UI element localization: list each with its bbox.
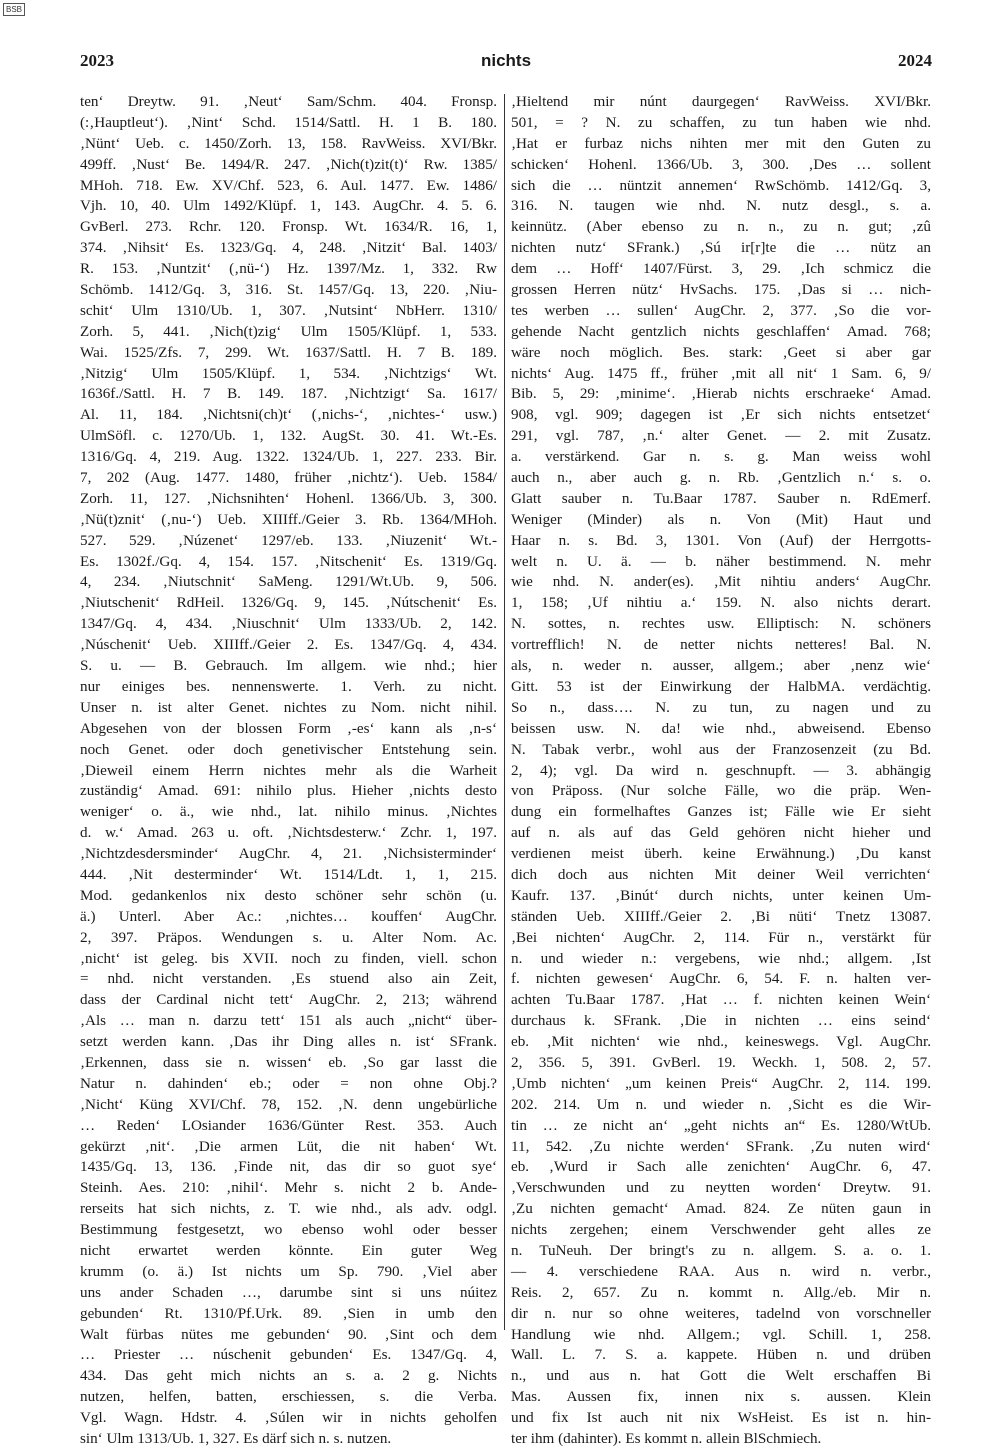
text-line: Steinh. Aes. 210: ‚nihil‘. Mehr s. nicht 2 b. Ande-: [80, 1179, 497, 1197]
text-line: Weniger (Minder) als n. Von (Mit) Haut und: [511, 510, 931, 528]
text-line: ‚Nicht‘ Küng XVI/Chf. 78, 152. ‚N. denn ungebürliche: [80, 1095, 497, 1113]
text-line: ‚Nü(t)znit‘ (‚nu-‘) Ueb. XIIIff./Geier 3. Rb. 1364/MHoh.: [80, 510, 497, 528]
text-line: Walt fürbas nütes me gebunden‘ 90. ‚Sint och dem: [80, 1325, 497, 1343]
text-line: gehende Nacht gentzlich nichts geschlaffen‘ Amad. 768;: [511, 322, 931, 340]
text-line: achten Tu.Baar 1787. ‚Hat … f. nichten keinen Wein‘: [511, 991, 931, 1009]
text-line: ‚Erkennen, dass sie n. wissen‘ eb. ‚So gar lasst die: [80, 1053, 497, 1071]
library-stamp: BSB: [3, 3, 25, 16]
text-line: krumm (o. ä.) Ist nichts um Sp. 790. ‚Viel aber: [80, 1262, 497, 1280]
text-line: Mas. Aussen fix, innen nix s. aussen. Klein: [511, 1388, 931, 1406]
text-line: … Priester … núschenit gebunden‘ Es. 1347/Gq. 4,: [80, 1346, 497, 1364]
text-line: 7, 202 (Aug. 1477. 1480, früher ‚nichtz‘). Ueb. 1584/: [80, 469, 497, 487]
text-line: Haar n. s. Bd. 3, 1301. Von (Auf) der Herrgotts-: [511, 531, 931, 549]
text-line: nicht erwartet werden könnte. Ein guter Weg: [80, 1241, 497, 1259]
text-line: weniger‘ o. ä., wie nhd., lat. nihilo minus. ‚Nichtes: [80, 803, 497, 821]
text-line: Abgesehen von der blossen Form ‚-es‘ kann als ‚n-s‘: [80, 719, 497, 737]
text-line: Bib. 5, 29: ‚minime‘. ‚Hierab nichts erschraeke‘ Amad.: [511, 385, 931, 403]
text-line: sich die … nüntzit annemen‘ RwSchömb. 1412/Gq. 3,: [511, 176, 931, 194]
text-line: von Präposs. (Nur solche Fälle, wo die präp. Wen-: [511, 782, 931, 800]
text-line: 444. ‚Nit desterminder‘ Wt. 1514/Ldt. 1, 1, 215.: [80, 865, 497, 883]
text-line: a. verstärkend. Gar n. s. g. Man weiss wohl: [511, 448, 931, 466]
text-line: … Reden‘ LOsiander 1636/Günter Rest. 353. Auch: [80, 1116, 497, 1134]
text-line: welt n. U. ä. — b. näher bestimmend. N. mehr: [511, 552, 931, 570]
text-line: = nhd. nicht verstanden. ‚Es stuend also ain Zeit,: [80, 970, 497, 988]
text-line: 501, = ? N. zu schaffen, zu tun haben wie nhd.: [511, 113, 931, 131]
text-line: durchaus k. SFrank. ‚Die in nichten … eins seind‘: [511, 1012, 931, 1030]
text-line: ständen Ueb. XIIIff./Geier 2. ‚Bi nüti‘ Tnetz 13087.: [511, 907, 931, 925]
column-divider: [504, 94, 505, 1330]
text-line: 2, 397. Präpos. Wendungen s. u. Alter Nom. Ac.: [80, 928, 497, 946]
text-line: Kaufr. 137. ‚Binút‘ durch nichts, unter keinen Um-: [511, 886, 931, 904]
text-line: als, n. weder n. ausser, allgem.; aber ‚nenz wie‘: [511, 657, 931, 675]
text-line: eb. ‚Wurd ir Sach alle zenichten‘ AugChr. 6, 47.: [511, 1158, 931, 1176]
text-line: Vgl. Wagn. Hdstr. 4. ‚Súlen wir in nichts geholfen: [80, 1409, 497, 1427]
text-line: Zorh. 5, 441. ‚Nich(t)zig‘ Ulm 1505/Klüpf. 1, 533.: [80, 322, 497, 340]
text-line: sin‘ Ulm 1313/Ub. 1, 327. Es därf sich n. s. nutzen.: [80, 1430, 392, 1447]
text-line: Schömb. 1412/Gq. 3, 316. St. 1457/Gq. 13, 220. ‚Niu-: [80, 281, 497, 299]
text-line: ‚Als … man n. darzu tett‘ 151 als auch „nicht“ über-: [80, 1012, 497, 1030]
text-line: Mod. gedankenlos nix desto schöner sehr schön (u.: [80, 886, 497, 904]
text-line: 434. Das geht mich nichts an s. a. 2 g. Nichts: [80, 1367, 497, 1385]
right-column: [511, 92, 931, 1447]
text-line: 291, vgl. 787, ‚n.‘ alter Genet. — 2. mit Zusatz.: [511, 427, 931, 445]
text-line: N. Tabak verbr., wohl aus der Franzosenzeit (zu Bd.: [511, 740, 931, 758]
text-line: nichten nutz‘ SFrank.) ‚Sú ir[r]te die … nütz an: [511, 239, 931, 257]
text-line: nichts zergehen; einem Verschwender geht alles ze: [511, 1221, 931, 1239]
text-line: dich doch aus nichten Mit deiner Weil verrichten‘: [511, 865, 931, 883]
text-line: Vjh. 10, 40. Ulm 1492/Klüpf. 1, 143. AugChr. 4. 5. 6.: [80, 197, 497, 215]
text-line: Wai. 1525/Zfs. 7, 299. Wt. 1637/Sattl. H. 7 B. 189.: [80, 343, 497, 361]
text-line: noch Genet. oder doch genetivischer Entstehung sein.: [80, 740, 497, 758]
text-line: ‚Bei nichten‘ AugChr. 2, 114. Für n., verstärkt für: [511, 928, 931, 946]
text-line: ‚nicht‘ ist geleg. bis XVII. noch zu finden, viell. schon: [80, 949, 497, 967]
text-line: gebunden‘ Rt. 1310/Pf.Urk. 89. ‚Sien in umb den: [80, 1304, 497, 1322]
headword: nichts: [480, 51, 532, 70]
text-line: 2, 356. 5, 391. GvBerl. 19. Weckh. 1, 508. 2, 57.: [511, 1053, 931, 1071]
text-line: 374. ‚Nihsit‘ Es. 1323/Gq. 4, 248. ‚Nitzit‘ Bal. 1403/: [80, 239, 497, 257]
text-line: dung ein formelhaftes Ganzes ist; Fälle wie Er sieht: [511, 803, 931, 821]
text-line: schit‘ Ulm 1310/Ub. 1, 307. ‚Nutsint‘ NbHerr. 1310/: [80, 301, 497, 319]
text-line: N. sottes, n. rechtes usw. Elliptisch: N. schöners: [511, 615, 931, 633]
text-line: ‚Nünt‘ Ueb. c. 1450/Zorh. 13, 158. RavWeiss. XVI/Bkr.: [80, 134, 497, 152]
text-line: f. nichten gewesen‘ AugChr. 6, 54. F. n. halten ver-: [511, 970, 931, 988]
left-page-number: 2023: [80, 51, 114, 70]
text-line: 1636f./Sattl. H. 7 B. 149. 187. ‚Nichtzigt‘ Sa. 1617/: [80, 385, 497, 403]
text-line: Wall. L. 7. S. a. kappete. Hüben n. und drüben: [511, 1346, 931, 1364]
text-line: gekürzt ‚nit‘. ‚Die armen Lüt, die nit haben‘ Wt.: [80, 1137, 497, 1155]
text-line: dem … Hoff‘ 1407/Fürst. 3, 29. ‚Ich schmicz die: [511, 260, 931, 278]
text-line: 202. 214. Um n. und wieder n. ‚Sicht es die Wir-: [511, 1095, 931, 1113]
text-line: ‚Umb nichten‘ „um keinen Preis“ AugChr. 2, 114. 199.: [511, 1074, 931, 1092]
text-line: 1316/Gq. 4, 219. Aug. 1322. 1324/Ub. 1, 227. 233. Bir.: [80, 448, 497, 466]
text-line: uns ander Schaden …, darumbe sint si uns núitez: [80, 1283, 497, 1301]
text-line: R. 153. ‚Nuntzit‘ (‚nü-‘) Hz. 1397/Mz. 1, 332. Rw: [80, 260, 497, 278]
text-line: ‚Núschenit‘ Ueb. XIIIff./Geier 2. Es. 1347/Gq. 4, 434.: [80, 636, 497, 654]
text-line: ‚Zu nichten gemacht‘ Amad. 824. Ze nüten gaun in: [511, 1200, 931, 1218]
text-line: wäre noch möglich. Bes. stark: ‚Geet si aber gar: [511, 343, 931, 361]
text-line: Gitt. 53 ist der Einwirkung der HalbMA. verdächtig.: [511, 677, 931, 695]
page-header: [80, 50, 932, 76]
text-line: schicken‘ Hohenl. 1366/Ub. 3, 300. ‚Des … sollent: [511, 155, 931, 173]
text-line: 1, 158; ‚Uf nihtiu a.‘ 159. N. also nichts derart.: [511, 594, 931, 612]
text-line: Bestimmung festgesetzt, wo ebenso wohl oder besser: [80, 1221, 497, 1239]
text-line: ‚Niutschenit‘ RdHeil. 1326/Gq. 9, 145. ‚Nútschenit‘ Es.: [80, 594, 497, 612]
text-line: ä.) Unterl. Aber Ac.: ‚nichtes… kouffen‘ AugChr.: [80, 907, 497, 925]
text-line: auf n. als auf das Geld gehören nicht hieher und: [511, 824, 931, 842]
text-line: auch n., aber auch g. n. Rb. ‚Gentzlich n.‘ s. o.: [511, 469, 931, 487]
text-line: UlmSöfl. c. 1270/Ub. 1, 132. AugSt. 30. 41. Wt.-Es.: [80, 427, 497, 445]
text-line: 316. N. taugen wie nhd. N. nutz desgl., s. a.: [511, 197, 931, 215]
text-line: ter ihm (dahinter). Es kommt n. allein BlSchmiech.: [511, 1430, 822, 1447]
text-line: Natur n. dahinden‘ eb.; oder = non ohne Obj.?: [80, 1074, 497, 1092]
text-line: ‚Verschwunden und zu neytten worden‘ Dreytw. 91.: [511, 1179, 931, 1197]
text-line: und fix Ist auch nit nix WsHeist. Es ist n. hin-: [511, 1409, 931, 1427]
text-line: ten‘ Dreytw. 91. ‚Neut‘ Sam/Schm. 404. Fronsp.: [80, 93, 497, 110]
text-line: — 4. verschiedene RAA. Aus n. wird n. verbr.,: [511, 1262, 931, 1280]
text-line: tes werben … sullen‘ AugChr. 2, 377. ‚So die vor-: [511, 301, 931, 319]
text-line: ‚Nitzig‘ Ulm 1505/Klüpf. 1, 534. ‚Nichtzigs‘ Wt.: [80, 364, 497, 382]
text-line: n. TuNeuh. Der bringt's zu n. allgem. S. a. o. 1.: [511, 1241, 931, 1259]
text-line: zuständig‘ Amad. 691: nihilo plus. Hieher ‚nichts desto: [80, 782, 497, 800]
text-line: nur einiges bes. nennenswerte. 1. Verh. zu nicht.: [80, 677, 497, 695]
text-line: ‚Dieweil einem Herrn nichtes mehr als die Warheit: [80, 761, 497, 779]
text-line: d. w.‘ Amad. 263 u. oft. ‚Nichtsdesterw.‘ Zchr. 1, 197.: [80, 824, 497, 842]
text-line: n. und wieder n.: vergebens, wie nhd.; allgem. ‚Ist: [511, 949, 931, 967]
text-line: nutzen, helfen, batten, erschiessen, s. die Verba.: [80, 1388, 497, 1406]
left-column: [80, 92, 497, 1447]
text-line: verdienen meist überh. keine Erwähnung.) ‚Du kanst: [511, 845, 931, 863]
text-line: ‚Hieltend mir núnt daurgegen‘ RavWeiss. XVI/Bkr.: [511, 93, 931, 110]
text-line: 1347/Gq. 4, 434. ‚Niuschnit‘ Ulm 1333/Ub. 2, 142.: [80, 615, 497, 633]
text-line: rerseits hat sich nichts, z. T. wie nhd., als adv. odgl.: [80, 1200, 497, 1218]
text-line: eb. ‚Mit nichten‘ wie nhd., keineswegs. Vgl. AugChr.: [511, 1033, 931, 1051]
text-line: Es. 1302f./Gq. 4, 154. 157. ‚Nitschenit‘ Es. 1319/Gq.: [80, 552, 497, 570]
text-line: Reis. 2, 657. Zu n. kommt n. Allg./eb. Mir n.: [511, 1283, 931, 1301]
text-line: (:‚Hauptleut‘). ‚Nint‘ Schd. 1514/Sattl. H. 1 B. 180.: [80, 113, 497, 131]
text-line: MHoh. 718. Ew. XV/Chf. 523, 6. Aul. 1477. Ew. 1486/: [80, 176, 497, 194]
text-line: vortrefflich! N. de netter nichts netteres! Bal. N.: [511, 636, 931, 654]
text-line: wie nhd. N. ander(es). ‚Mit nihtiu anders‘ AugChr.: [511, 573, 931, 591]
text-line: S. u. — B. Gebrauch. Im allgem. wie nhd.; hier: [80, 657, 497, 675]
text-line: 4, 234. ‚Niutschnit‘ SaMeng. 1291/Wt.Ub. 9, 506.: [80, 573, 497, 591]
text-line: nichts‘ Aug. 1475 ff., früher ‚mit all nit‘ 1 Sam. 6, 9/: [511, 364, 931, 382]
text-line: 908, vgl. 909; dagegen ist ‚Er sich nichts entsetzet‘: [511, 406, 931, 424]
text-line: Glatt sauber n. Tu.Baar 1787. Sauber n. RdEmerf.: [511, 489, 931, 507]
text-line: beissen usw. N. da! wie nhd., abweisend. Ebenso: [511, 719, 931, 737]
text-line: 499ff. ‚Nust‘ Be. 1494/R. 247. ‚Nich(t)zit(t)‘ Rw. 1385/: [80, 155, 497, 173]
text-line: ‚Nichtzdesdersminder‘ AugChr. 4, 21. ‚Nichsisterminder‘: [80, 845, 497, 863]
text-line: keinnütz. (Aber ebenso zu n. n., zu n. gut; ‚zû: [511, 218, 931, 236]
text-line: Handlung wie nhd. Allgem.; vgl. Schill. 1, 258.: [511, 1325, 931, 1343]
text-line: tin … ze nicht an‘ „geht nichts an“ Es. 1280/WtUb.: [511, 1116, 931, 1134]
text-line: n., und aus n. hat Gott die Welt erschaffen Bi: [511, 1367, 931, 1385]
text-line: 1435/Gq. 13, 136. ‚Finde nit, das dir so guot sye‘: [80, 1158, 497, 1176]
text-line: 527. 529. ‚Núzenet‘ 1297/eb. 133. ‚Niuzenit‘ Wt.-: [80, 531, 497, 549]
right-page-number: 2024: [898, 51, 932, 70]
text-line: Unser n. ist alter Genet. nichtes zu Nom. nicht nihil.: [80, 698, 497, 716]
text-line: GvBerl. 273. Rchr. 120. Fronsp. Wt. 1634/R. 16, 1,: [80, 218, 497, 236]
text-line: So n., dass…. N. zu tun, zu nagen und zu: [511, 698, 931, 716]
text-line: grossen Herren nütz‘ HvSachs. 175. ‚Das si … nich-: [511, 281, 931, 299]
text-line: Al. 11, 184. ‚Nichtsni(ch)t‘ (‚nichs-‘, ‚nichtes-‘ usw.): [80, 406, 497, 424]
text-line: Zorh. 11, 127. ‚Nichsnihten‘ Hohenl. 1366/Ub. 3, 300.: [80, 489, 497, 507]
text-line: ‚Hat er furbaz nichs nihten mer mit den Guten zu: [511, 134, 931, 152]
text-line: setzt werden kann. ‚Das ihr Ding alles n. ist‘ SFrank.: [80, 1033, 497, 1051]
text-line: 11, 542. ‚Zu nichte werden‘ SFrank. ‚Zu nuten wird‘: [511, 1137, 931, 1155]
text-line: 2, 4); vgl. Da wird n. geschnupft. — 3. abhängig: [511, 761, 931, 779]
text-line: dass der Cardinal nicht tett‘ AugChr. 2, 213; während: [80, 991, 497, 1009]
text-line: dir n. nur so ohne weiteres, tadelnd von vorschneller: [511, 1304, 931, 1322]
